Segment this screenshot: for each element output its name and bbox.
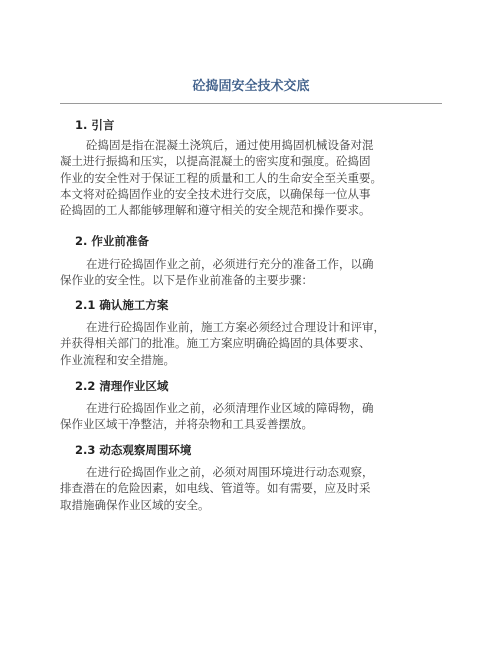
paragraph-line: 本文将对砼捣固作业的安全技术进行交底，以确保每一位从事 [60, 186, 371, 201]
paragraph-line: 在进行砼捣固作业之前，必须进行充分的准备工作，以确 [86, 257, 374, 271]
paragraph-line: 保作业的安全性。以下是作业前准备的主要步骤： [60, 273, 313, 288]
section-paragraph-observe-environment [60, 464, 452, 513]
paragraph-line: 在进行砼捣固作业前，施工方案必须经过合理设计和评审， [86, 320, 385, 334]
section-heading-clear-area: 2.2 清理作业区域 [75, 379, 169, 393]
section-paragraph-intro [60, 137, 452, 218]
section-heading-intro: 1. 引言 [75, 118, 115, 132]
document-title: 砼捣固安全技术交底 [192, 79, 310, 94]
paragraph-line: 取措施确保作业区域的安全。 [60, 497, 210, 512]
paragraph-line: 砼捣固的工人都能够理解和遵守相关的安全规范和操作要求。 [60, 203, 371, 218]
title-divider [60, 103, 442, 104]
section-paragraph-preparation [60, 256, 452, 289]
paragraph-line: 在进行砼捣固作业之前，必须清理作业区域的障碍物，确 [86, 401, 374, 415]
paragraph-line: 凝土进行振捣和压实，以提高混凝土的密实度和强度。砼捣固 [60, 154, 371, 169]
paragraph-line: 排查潜在的危险因素，如电线、管道等。如有需要，应及时采 [60, 481, 371, 496]
section-heading-preparation: 2. 作业前准备 [75, 234, 149, 248]
paragraph-line: 保作业区域干净整洁，并将杂物和工具妥善摆放。 [60, 417, 313, 432]
section-heading-observe-environment: 2.3 动态观察周围环境 [75, 443, 192, 457]
paragraph-line: 砼捣固是指在混凝土浇筑后，通过使用捣固机械设备对混 [86, 138, 374, 152]
paragraph-line: 作业的安全性对于保证工程的质量和工人的生命安全至关重要。 [60, 170, 382, 185]
section-paragraph-clear-area [60, 400, 452, 433]
section-paragraph-construction-plan [60, 319, 452, 368]
paragraph-line: 在进行砼捣固作业之前，必须对周围环境进行动态观察， [86, 465, 374, 479]
section-heading-construction-plan: 2.1 确认施工方案 [75, 298, 169, 312]
paragraph-line: 作业流程和安全措施。 [60, 352, 175, 367]
paragraph-line: 并获得相关部门的批准。施工方案应明确砼捣固的具体要求、 [60, 336, 371, 351]
